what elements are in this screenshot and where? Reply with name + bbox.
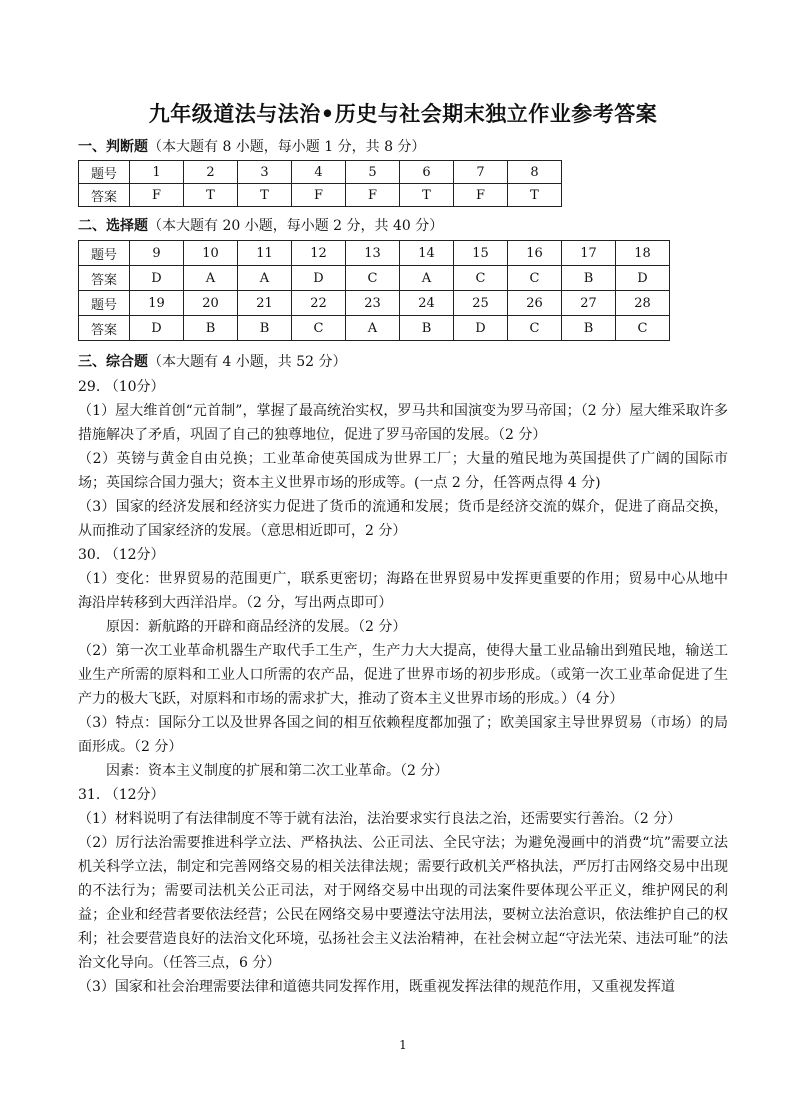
question-number: 5 bbox=[346, 161, 400, 184]
answer-cell: F bbox=[130, 184, 184, 207]
q29-part-2: （2）英镑与黄金自由兑换；工业革命使英国成为世界工厂；大量的殖民地为英国提供了广阔的国际市场；英国综合国力强大；资本主义世界市场的形成等。(一点 2 分，任答两点得 4 分) bbox=[78, 451, 728, 491]
answer-cell: B bbox=[184, 316, 238, 341]
answer-cell: A bbox=[238, 266, 292, 291]
answer-cell: A bbox=[400, 266, 454, 291]
question-number: 11 bbox=[238, 241, 292, 266]
q30-part-1-reason: 原因：新航路的开辟和商品经济的发展。（2 分） bbox=[106, 619, 407, 635]
section-2-note: （本大题有 20 小题，每小题 2 分，共 40 分） bbox=[148, 218, 444, 234]
row-header: 题号 bbox=[79, 291, 130, 316]
answer-cell: T bbox=[238, 184, 292, 207]
question-number: 7 bbox=[454, 161, 508, 184]
question-29-number: 29. （10分） bbox=[78, 379, 165, 395]
question-number: 2 bbox=[184, 161, 238, 184]
question-number: 16 bbox=[508, 241, 562, 266]
table-row bbox=[79, 266, 670, 291]
row-header: 答案 bbox=[79, 266, 130, 291]
answer-cell: C bbox=[454, 266, 508, 291]
table-row bbox=[79, 184, 562, 207]
question-number: 12 bbox=[292, 241, 346, 266]
answer-cell: C bbox=[346, 266, 400, 291]
answer-cell: D bbox=[130, 266, 184, 291]
question-31-number: 31. （12分） bbox=[78, 787, 165, 803]
section-1-title: 一、判断题 bbox=[78, 139, 148, 155]
answer-cell: D bbox=[454, 316, 508, 341]
question-number: 28 bbox=[616, 291, 670, 316]
answer-cell: T bbox=[508, 184, 562, 207]
answer-cell: T bbox=[400, 184, 454, 207]
question-number: 18 bbox=[616, 241, 670, 266]
true-false-answer-table bbox=[78, 160, 562, 207]
page-title: 九年级道法与法治•历史与社会期末独立作业参考答案 bbox=[148, 101, 658, 126]
section-2-title: 二、选择题 bbox=[78, 218, 148, 234]
question-number: 21 bbox=[238, 291, 292, 316]
q29-part-3: （3）国家的经济发展和经济实力促进了货币的流通和发展；货币是经济交流的媒介，促进了商品交换，从而推动了国家经济的发展。（意思相近即可，2 分） bbox=[78, 499, 728, 539]
row-header: 答案 bbox=[79, 316, 130, 341]
page-number: 1 bbox=[399, 1038, 407, 1052]
table-row bbox=[79, 291, 670, 316]
table-row bbox=[79, 316, 670, 341]
row-header: 答案 bbox=[79, 184, 130, 207]
answer-cell: C bbox=[508, 266, 562, 291]
question-number: 14 bbox=[400, 241, 454, 266]
question-number: 17 bbox=[562, 241, 616, 266]
question-number: 3 bbox=[238, 161, 292, 184]
q29-part-1: （1）屋大维首创“元首制”，掌握了最高统治实权，罗马共和国演变为罗马帝国；（2 分）屋大维采取许多措施解决了矛盾，巩固了自己的独尊地位，促进了罗马帝国的发展。（2 分） bbox=[78, 403, 728, 443]
question-number: 22 bbox=[292, 291, 346, 316]
section-2-heading bbox=[78, 215, 443, 235]
question-number: 4 bbox=[292, 161, 346, 184]
answer-cell: F bbox=[346, 184, 400, 207]
question-30-number: 30. （12分） bbox=[78, 547, 165, 563]
answer-cell: B bbox=[562, 316, 616, 341]
comprehensive-answers bbox=[78, 375, 728, 999]
answer-cell: F bbox=[292, 184, 346, 207]
q31-part-1: （1）材料说明了有法律制度不等于就有法治，法治要求实行良法之治，还需要实行善治。（2 分） bbox=[78, 811, 682, 827]
question-number: 13 bbox=[346, 241, 400, 266]
question-number: 10 bbox=[184, 241, 238, 266]
question-number: 23 bbox=[346, 291, 400, 316]
question-number: 26 bbox=[508, 291, 562, 316]
question-number: 19 bbox=[130, 291, 184, 316]
answer-cell: F bbox=[454, 184, 508, 207]
q31-part-3: （3）国家和社会治理需要法律和道德共同发挥作用，既重视发挥法律的规范作用，又重视发挥道 bbox=[78, 979, 675, 995]
question-number: 9 bbox=[130, 241, 184, 266]
q30-part-3-factors: 因素：资本主义制度的扩展和第二次工业革命。（2 分） bbox=[106, 763, 449, 779]
question-number: 6 bbox=[400, 161, 454, 184]
answer-cell: D bbox=[292, 266, 346, 291]
table-row bbox=[79, 161, 562, 184]
answer-cell: A bbox=[184, 266, 238, 291]
section-1-heading bbox=[78, 136, 425, 156]
answer-cell: C bbox=[508, 316, 562, 341]
table-row bbox=[79, 241, 670, 266]
q31-part-2: （2）厉行法治需要推进科学立法、严格执法、公正司法、全民守法；为避免漫画中的消费“坑”需要立法机关科学立法，制定和完善网络交易的相关法律法规；需要行政机关严格执法，严厉打击网络交易中出现的不法行为；需要司法机关公正司法，对于网络交易中出现的司法案件要体现公平正义，维护网民的利益；企业和经营者要依法经营；公民在网络交易中要遵法守法用法，要树立法治意识，依法维护自己的权利；社会要营造良好的法治文化环境，弘扬社会主义法治精神，在社会树立起“守法光荣、违法可耻”的法治文化导向。（任答三点，6 分） bbox=[78, 835, 728, 971]
answer-cell: B bbox=[562, 266, 616, 291]
question-number: 8 bbox=[508, 161, 562, 184]
section-3-heading bbox=[78, 351, 347, 371]
section-1-note: （本大题有 8 小题，每小题 1 分，共 8 分） bbox=[148, 139, 426, 155]
answer-cell: D bbox=[130, 316, 184, 341]
answer-cell: A bbox=[346, 316, 400, 341]
question-number: 25 bbox=[454, 291, 508, 316]
q30-part-2: （2）第一次工业革命机器生产取代手工生产，生产力大大提高，使得大量工业品输出到殖民地，输送工业生产所需的原料和工业人口所需的农产品，促进了世界市场的初步形成。（或第一次工业革命促进了生产力的极大飞跃，对原料和市场的需求扩大，推动了资本主义世界市场的形成。）（4 分） bbox=[78, 643, 728, 707]
answer-cell: B bbox=[400, 316, 454, 341]
question-number: 24 bbox=[400, 291, 454, 316]
q30-part-1: （1）变化：世界贸易的范围更广，联系更密切；海路在世界贸易中发挥更重要的作用；贸易中心从地中海沿岸转移到大西洋沿岸。（2 分，写出两点即可） bbox=[78, 571, 728, 611]
choice-answer-table bbox=[78, 240, 670, 341]
question-number: 1 bbox=[130, 161, 184, 184]
answer-cell: T bbox=[184, 184, 238, 207]
section-3-note: （本大题有 4 小题，共 52 分） bbox=[148, 354, 347, 370]
answer-cell: C bbox=[292, 316, 346, 341]
answer-cell: B bbox=[238, 316, 292, 341]
question-number: 27 bbox=[562, 291, 616, 316]
section-3-title: 三、综合题 bbox=[78, 354, 148, 370]
q30-part-3: （3）特点：国际分工以及世界各国之间的相互依赖程度都加强了；欧美国家主导世界贸易（市场）的局面形成。（2 分） bbox=[78, 715, 728, 755]
question-number: 20 bbox=[184, 291, 238, 316]
row-header: 题号 bbox=[79, 161, 130, 184]
answer-cell: D bbox=[616, 266, 670, 291]
question-number: 15 bbox=[454, 241, 508, 266]
row-header: 题号 bbox=[79, 241, 130, 266]
answer-cell: C bbox=[616, 316, 670, 341]
